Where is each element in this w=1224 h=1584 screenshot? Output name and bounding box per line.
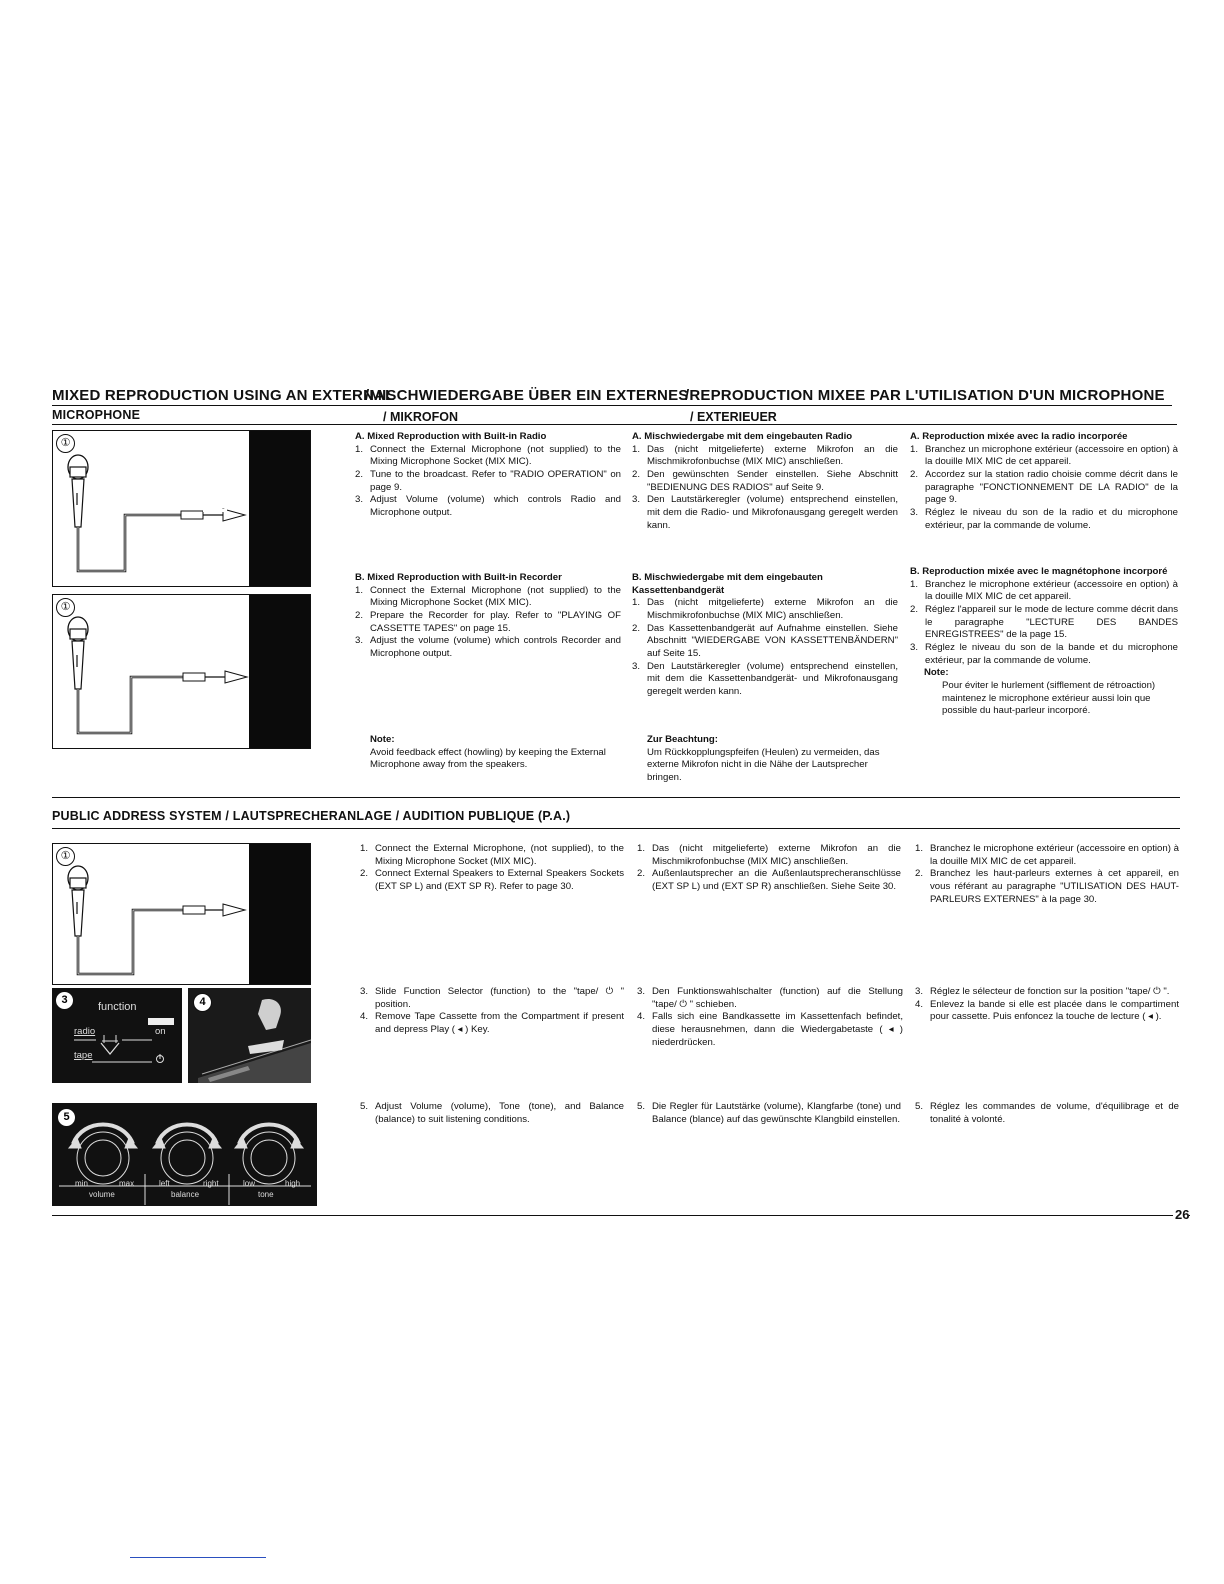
knob-label-tone: tone <box>258 1190 274 1199</box>
section1-english <box>355 431 621 520</box>
list-item: 2. Das Kassettenbandgerät auf Aufnahme einstellen. Siehe Abschnitt "WIEDERGABE VON KASSETTENBÄNDERN" auf Seite 15. <box>632 622 898 659</box>
fr-b-heading: B. Reproduction mixée avec le magnétophone incorporé <box>910 566 1168 577</box>
list-item: 1. Das (nicht mitgelieferte) externe Mikrofon an die Mischmikrofonbuchse (MIX MIC) anschließen. <box>637 843 901 867</box>
knob-label-balance: balance <box>171 1190 200 1199</box>
list-item: 4. Falls sich eine Bandkassette im Kassettenfach befindet, diese herausnehmen, dann die Wiedergabetaste ( ◂ ) niederdrücken. <box>637 1011 903 1048</box>
fr-a-heading: A. Reproduction mixée avec la radio incorporée <box>910 431 1128 442</box>
header-rule-top <box>52 405 1172 406</box>
section2-german-g1 <box>637 843 901 894</box>
list-item: 2. Accordez sur la station radio choisie comme décrit dans le paragraphe "FONCTIONNEMENT DE LA RADIO" de la page 9. <box>910 468 1178 506</box>
de-b-heading: B. Mischwiedergabe mit dem eingebauten Kassettenbandgerät <box>632 572 823 596</box>
knob-label-low: low <box>243 1179 256 1188</box>
list-item: 5. Adjust Volume (volume), Tone (tone), and Balance (balance) to suit listening conditions. <box>360 1101 624 1125</box>
en-a-heading: A. Mixed Reproduction with Built-in Radio <box>355 431 547 442</box>
function-label: function <box>98 1001 137 1013</box>
knob-label-volume: volume <box>89 1190 115 1199</box>
section1-french-b <box>910 566 1178 718</box>
list-item: 1. Connect the External Microphone, (not supplied), to the Mixing Microphone Socket (MIX MIC). <box>360 843 624 867</box>
header-rule <box>52 828 1180 829</box>
list-item: 4. Remove Tape Cassette from the Compartment if present and depress Play ( ◂ ) Key. <box>360 1011 624 1035</box>
list-item: 3. Adjust the volume (volume) which controls Recorder and Microphone output. <box>355 635 621 659</box>
note-body: Avoid feedback effect (howling) by keeping the External Microphone away from the speakers. <box>370 746 606 771</box>
list-item: 2. Tune to the broadcast. Refer to "RADIO OPERATION" on page 9. <box>355 468 621 493</box>
down-arrow-icon <box>52 988 182 1083</box>
list-item: 2. Réglez l'appareil sur le mode de lecture comme décrit dans le paragraphe "LECTURE DES BANDES ENREGISTREES" de la page 15. <box>910 603 1178 641</box>
microphone-cable-illustration <box>53 844 311 985</box>
list-item: 2. Außenlautsprecher an die Außenlautsprecheranschlüsse (EXT SP L) und (EXT SP R) anschließen. Siehe Seite 30. <box>637 868 901 892</box>
list-item: 2. Prepare the Recorder for play. Refer to "PLAYING OF CASSETTE TAPES" on page 15. <box>355 609 621 634</box>
section1-german-b <box>632 572 898 699</box>
step-badge-1: ① <box>56 847 75 866</box>
section2-english-g1 <box>360 843 624 894</box>
list-item: 5. Die Regler für Lautstärke (volume), Klangfarbe (tone) und Balance (blance) auf das gewünschte Klangbild einstellen. <box>637 1101 901 1125</box>
microphone-cable-illustration <box>53 431 311 587</box>
section2-french-g3 <box>915 1101 1179 1126</box>
section2-german-g2 <box>637 986 903 1049</box>
note-heading: Note: <box>924 667 949 679</box>
step-badge-1: ① <box>56 598 75 617</box>
note-heading: Zur Beachtung: <box>647 734 718 745</box>
knob-label-left: left <box>159 1179 170 1188</box>
page-number: 26 <box>1175 1207 1190 1222</box>
list-item: 3. Adjust Volume (volume) which controls Radio and Microphone output. <box>355 494 621 518</box>
section2-title: PUBLIC ADDRESS SYSTEM / LAUTSPRECHERANLAGE / AUDITION PUBLIQUE (P.A.) <box>52 809 571 823</box>
list-item: 3. Den Funktionswahlschalter (function) auf die Stellung "tape/ ⏻ " schieben. <box>637 986 903 1010</box>
section1-title-de: /MISCHWIEDERGABE ÜBER EIN EXTERNES <box>365 387 689 404</box>
knob-label-min: min <box>75 1179 88 1188</box>
section1-title-en-2: MICROPHONE <box>52 408 141 422</box>
microphone-cable-illustration <box>53 595 311 749</box>
list-item: 2. Den gewünschten Sender einstellen. Siehe Abschnitt "BEDIENUNG DES RADIOS" auf Seite 9. <box>632 468 898 493</box>
figure-mic-recorder <box>52 594 311 749</box>
radio-label: radio <box>74 1026 96 1037</box>
knob-label-right: right <box>203 1179 219 1188</box>
section2-german-g3 <box>637 1101 901 1126</box>
on-label: on <box>155 1026 166 1037</box>
section2-french-g1 <box>915 843 1179 906</box>
section1-title-fr-2: / EXTERIEUER <box>690 410 777 424</box>
section-divider <box>52 797 1180 798</box>
section2-english-g2 <box>360 986 624 1037</box>
step-badge-3: 3 <box>55 991 74 1010</box>
list-item: 1. Branchez le microphone extérieur (accessoire en option) à la douille MIX MIC de cet appareil. <box>915 843 1179 867</box>
list-item: 1. Connect the External Microphone (not supplied) to the Mixing Microphone Socket (MIX MIC). <box>355 584 621 609</box>
footer-rule <box>52 1215 1190 1216</box>
list-item: 2. Branchez les haut-parleurs externes à cet appareil, en vous référant au paragraphe "UTILISATION DES HAUT-PARLEURS EXTERNES" à la page 30. <box>915 868 1179 905</box>
section1-french <box>910 431 1178 532</box>
list-item: 4. Enlevez la bande si elle est placée dans le compartiment pour cassette. Puis enfoncez la touche de lecture ( ◂ ). <box>915 998 1179 1023</box>
tape-label: tape <box>74 1050 93 1061</box>
figure-knobs <box>52 1103 317 1206</box>
knob-label-max: max <box>119 1179 135 1188</box>
section1-title-fr: /REPRODUCTION MIXEE PAR L'UTILISATION D'UN MICROPHONE <box>685 387 1165 404</box>
list-item: 5. Réglez les commandes de volume, d'équilibrage et de tonalité à volonté. <box>915 1101 1179 1125</box>
knob-label-high: high <box>285 1179 301 1188</box>
figure-mic-radio <box>52 430 311 587</box>
en-b-heading: B. Mixed Reproduction with Built-in Recorder <box>355 572 562 583</box>
figure-function-selector <box>52 988 182 1083</box>
list-item: 3. Slide Function Selector (function) to the "tape/ ⏻ " position. <box>360 986 624 1010</box>
section1-english-b <box>355 572 621 661</box>
section2-french-g2 <box>915 986 1179 1024</box>
bottom-blue-line <box>130 1557 266 1558</box>
header-rule-bottom <box>52 424 1177 425</box>
list-item: 3. Den Lautstärkeregler (volume) entsprechend einstellen, mit dem die Kassettenbandgerät- und Mikrofonausgang geregelt werden kann. <box>632 660 898 697</box>
en-note <box>370 734 620 772</box>
list-item: 3. Réglez le sélecteur de fonction sur la position "tape/ ⏻ ". <box>915 986 1170 997</box>
list-item: 1. Connect the External Microphone (not supplied) to the Mixing Microphone Socket (MIX MIC). <box>355 443 621 468</box>
list-item: 1. Das (nicht mitgelieferte) externe Mikrofon an die Mischmikrofonbuchse (MIX MIC) anschließen. <box>632 443 898 468</box>
hand-press-illustration <box>188 988 311 1083</box>
figure-mic-pa <box>52 843 311 985</box>
list-item: 3. Den Lautstärkeregler (volume) entsprechend einstellen, mit dem die Radio- und Mikrofonausgang geregelt werden kann. <box>632 494 898 531</box>
note-body: Pour éviter le hurlement (sifflement de rétroaction) maintenez le microphone extérieur aussi loin que possible du haut-parleur incorporé. <box>942 679 1156 717</box>
list-item: 1. Branchez un microphone extérieur (accessoire en option) à la douille MIX MIC de cet appareil. <box>910 443 1178 468</box>
list-item: 1. Das (nicht mitgelieferte) externe Mikrofon an die Mischmikrofonbuchse (MIX MIC) anschließen. <box>632 597 898 621</box>
list-item: 3. Réglez le niveau du son de la radio et du microphone extérieur, par la commande de volume. <box>910 506 1178 531</box>
section1-german <box>632 431 898 532</box>
step-badge-1: ① <box>56 434 75 453</box>
figure-cassette-compartment <box>188 988 311 1083</box>
section1-title-en: MIXED REPRODUCTION USING AN EXTERNAL <box>52 387 395 404</box>
list-item: 3. Réglez le niveau du son de la bande et du microphone extérieur, par la commande de volume. <box>910 641 1178 666</box>
section2-english-g3 <box>360 1101 624 1126</box>
de-note <box>647 734 897 785</box>
list-item: 2. Connect External Speakers to External Speakers Sockets (EXT SP L) and (EXT SP R). Refer to page 30. <box>360 868 624 892</box>
note-heading: Note: <box>370 734 395 745</box>
note-body: Um Rückkopplungspfeifen (Heulen) zu vermeiden, das externe Mikrofon nicht in die Nähe der Lautsprecher bringen. <box>647 746 880 783</box>
section1-title-de-2: / MIKROFON <box>383 410 458 424</box>
step-badge-5: 5 <box>57 1108 76 1127</box>
list-item: 1. Branchez le microphone extérieur (accessoire en option) à la douille MIX MIC de cet appareil. <box>910 578 1178 603</box>
de-a-heading: A. Mischwiedergabe mit dem eingebauten Radio <box>632 431 853 442</box>
step-badge-4: 4 <box>193 993 212 1012</box>
